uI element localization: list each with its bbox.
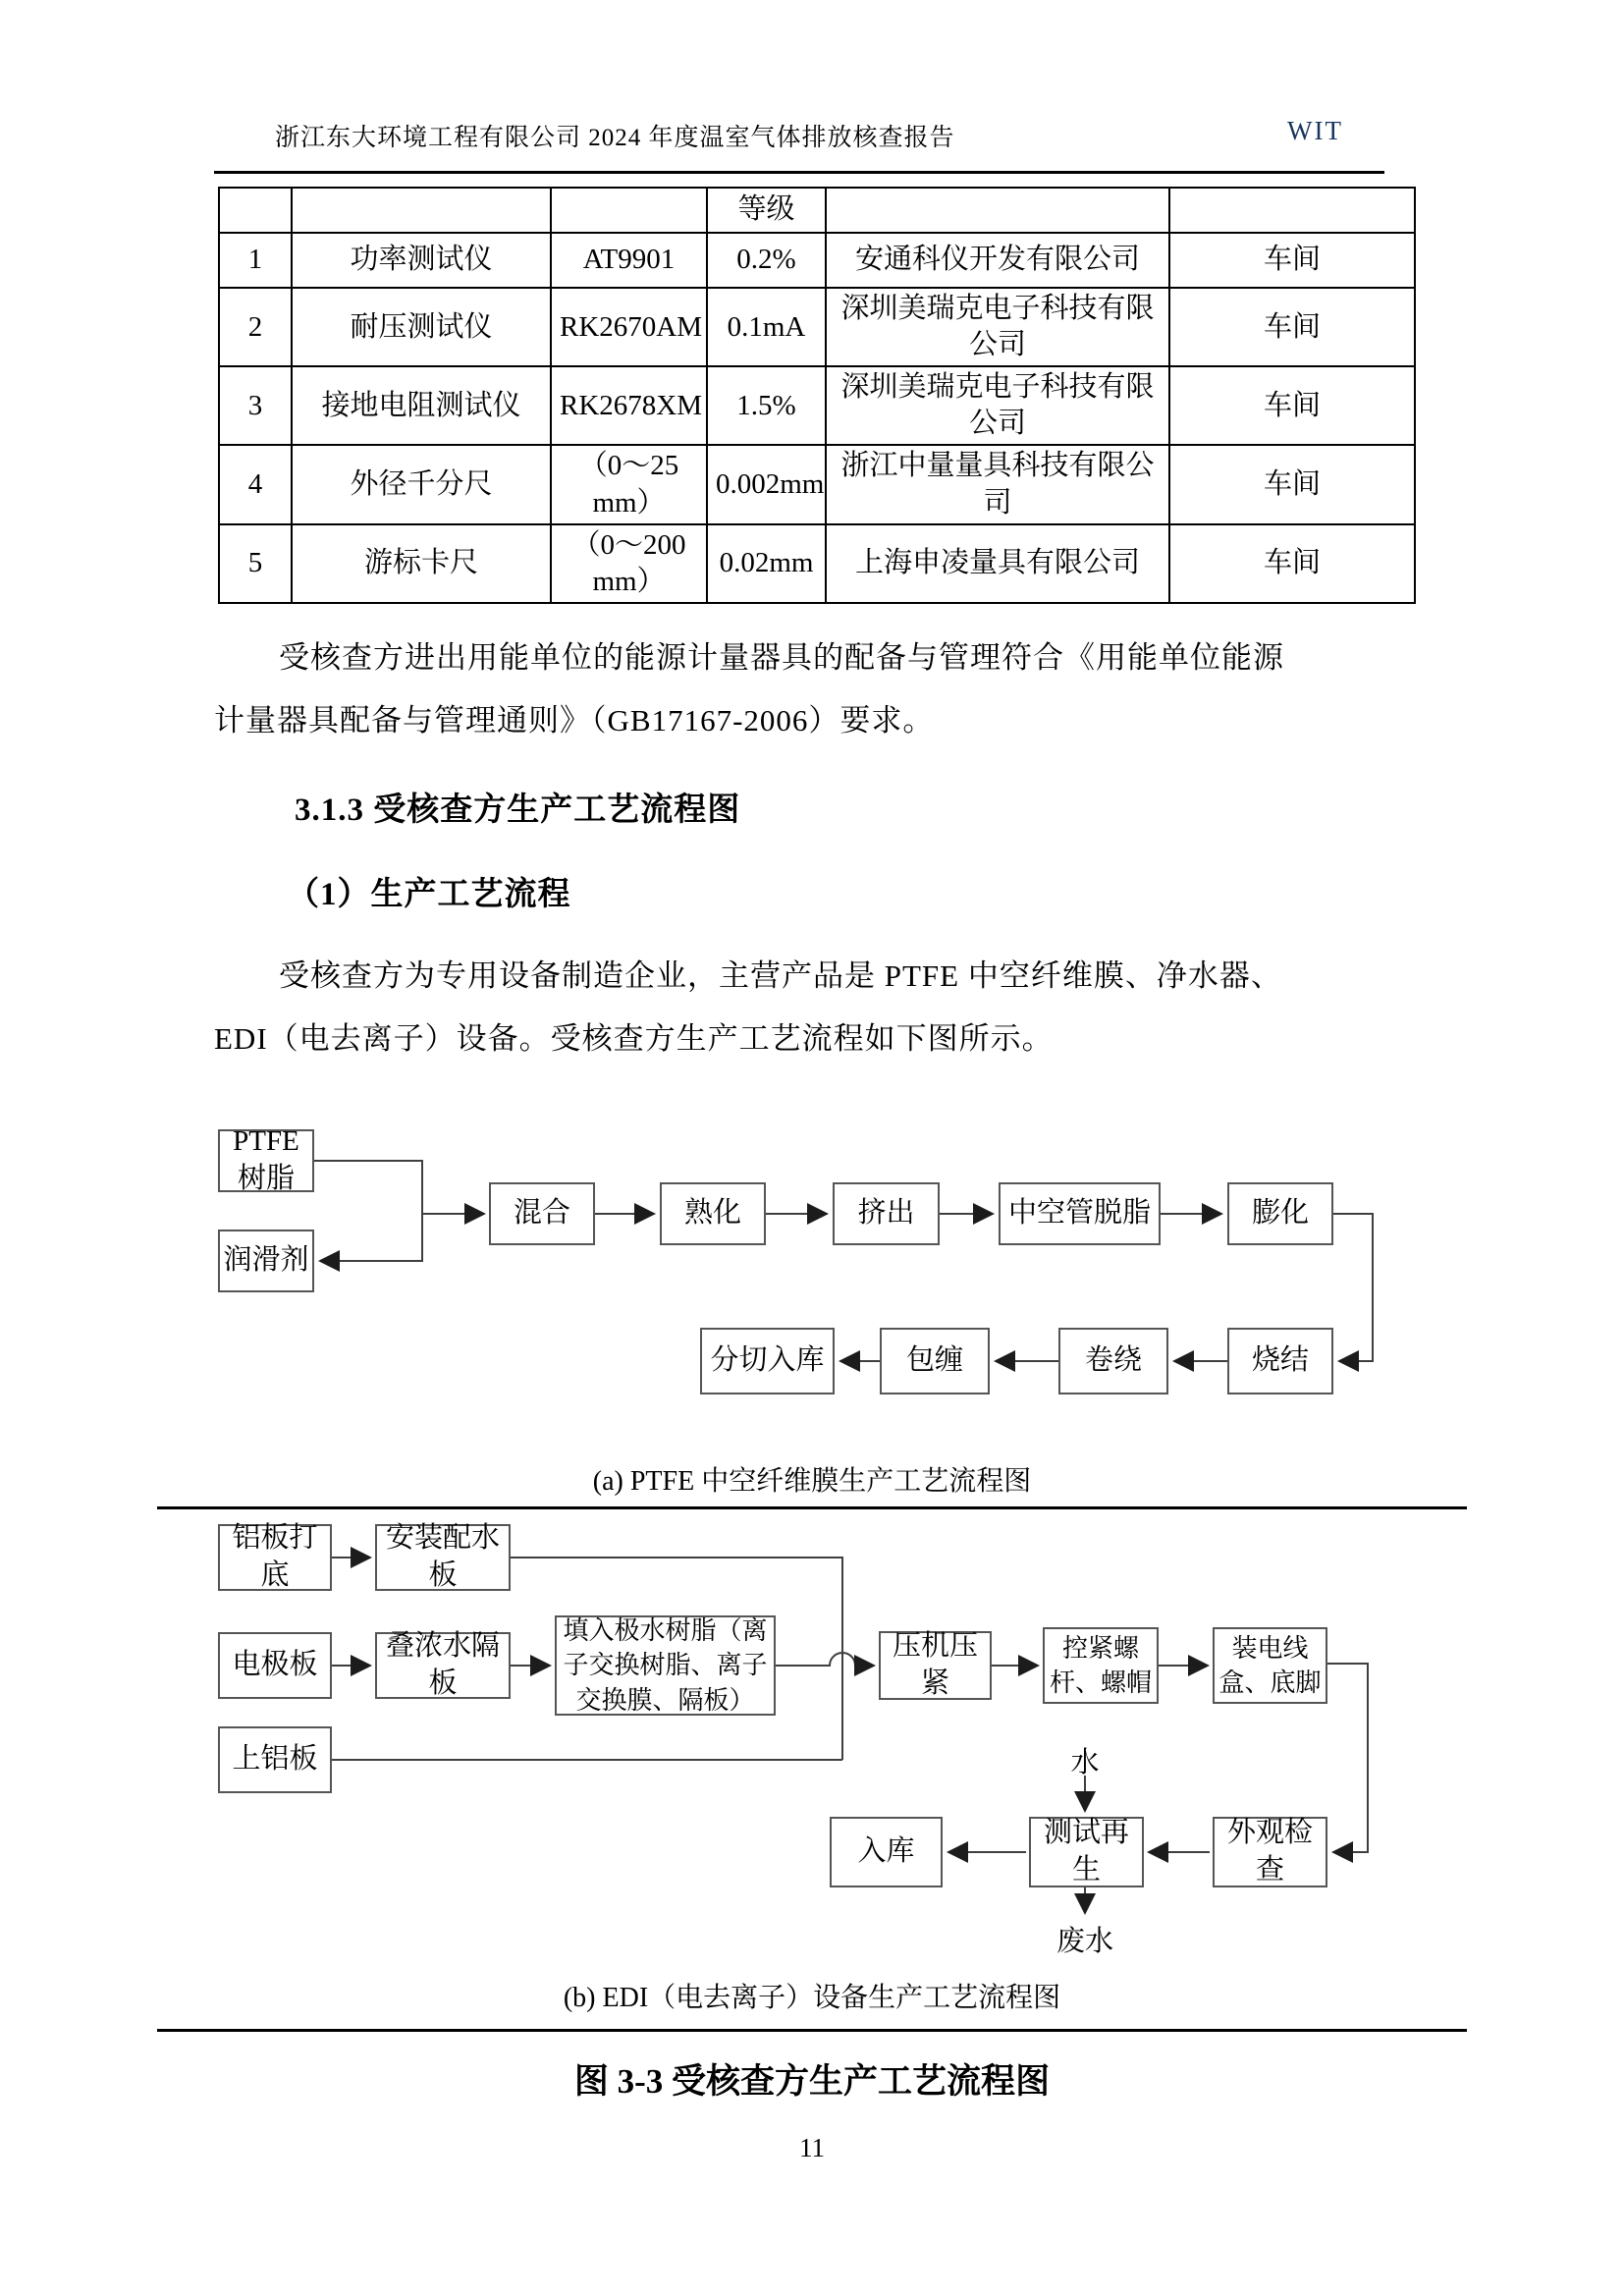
figure-frame-top-rule — [157, 1506, 1467, 1509]
paragraph-line: EDI（电去离子）设备。受核查方生产工艺流程如下图所示。 — [214, 1021, 1054, 1056]
cell-supplier: 上海申凌量具有限公司 — [826, 524, 1169, 603]
cell-seq: 4 — [219, 445, 292, 523]
cell-grade: 0.1mA — [707, 288, 826, 366]
cell-location: 车间 — [1169, 288, 1415, 366]
page-number: 11 — [799, 2133, 825, 2162]
header-cell-empty — [219, 188, 292, 233]
cell-grade: 0.2% — [707, 233, 826, 288]
cell-seq: 2 — [219, 288, 292, 366]
caption-diagram-b: (b) EDI（电去离子）设备生产工艺流程图 — [563, 1983, 1061, 2013]
process-box-storage: 入库 — [830, 1817, 943, 1887]
connector-inputs-bracket — [314, 1161, 422, 1261]
process-box-expand: 膨化 — [1227, 1182, 1333, 1245]
cell-location: 车间 — [1169, 233, 1415, 288]
figure-title: 图 3-3 受核查方生产工艺流程图 — [573, 2062, 1051, 2101]
header-cell-empty — [551, 188, 707, 233]
header-cell-empty — [1169, 188, 1415, 233]
table-row — [219, 288, 1415, 366]
sub-heading: （1）生产工艺流程 — [287, 877, 571, 912]
process-box-bolts: 控紧螺杆、螺帽 — [1043, 1627, 1159, 1704]
process-box-lubricant: 润滑剂 — [218, 1230, 314, 1292]
cell-grade: 0.02mm — [707, 524, 826, 603]
process-box-ptfe-resin: PTFE树脂 — [218, 1129, 314, 1192]
paragraph-line: 计量器具配备与管理通则》（GB17167-2006）要求。 — [214, 703, 935, 738]
header-cell-grade: 等级 — [707, 188, 826, 233]
table-header-row — [219, 188, 1415, 233]
label-water-input: 水 — [1070, 1747, 1100, 1778]
process-box-cure: 熟化 — [660, 1182, 766, 1245]
paragraph-line: 受核查方为专用设备制造企业，主营产品是 PTFE 中空纤维膜、净水器、 — [279, 958, 1282, 993]
process-box-wrap: 包缠 — [880, 1328, 990, 1394]
cell-instrument-name: 游标卡尺 — [292, 524, 551, 603]
connector-wirebox-inspect — [1327, 1664, 1368, 1852]
cell-supplier: 深圳美瑞克电子科技有限公司 — [826, 366, 1169, 445]
table-row — [219, 366, 1415, 445]
header-rule — [214, 171, 1384, 174]
cell-supplier: 安通科仪开发有限公司 — [826, 233, 1169, 288]
process-box-top-al: 上铝板 — [218, 1726, 332, 1793]
cell-supplier: 深圳美瑞克电子科技有限公司 — [826, 288, 1169, 366]
table-row — [219, 445, 1415, 523]
paragraph-line: 受核查方进出用能单位的能源计量器具的配备与管理符合《用能单位能源 — [279, 640, 1284, 675]
cell-location: 车间 — [1169, 524, 1415, 603]
process-box-mix: 混合 — [489, 1182, 595, 1245]
cell-instrument-name: 功率测试仪 — [292, 233, 551, 288]
process-box-wirebox: 装电线盒、底脚 — [1213, 1627, 1327, 1704]
process-box-wind: 卷绕 — [1058, 1328, 1168, 1394]
cell-seq: 3 — [219, 366, 292, 445]
cell-model: RK2678XM — [551, 366, 707, 445]
figure-frame-bottom-rule — [157, 2029, 1467, 2032]
cell-model: AT9901 — [551, 233, 707, 288]
cell-seq: 5 — [219, 524, 292, 603]
cell-instrument-name: 耐压测试仪 — [292, 288, 551, 366]
connector-expand-sinter — [1333, 1214, 1373, 1361]
process-box-water-plate: 安装配水板 — [375, 1524, 511, 1591]
cell-location: 车间 — [1169, 366, 1415, 445]
process-box-press: 压机压紧 — [879, 1631, 992, 1700]
header-right-mark: WIT — [1287, 116, 1343, 145]
process-box-electrode: 电极板 — [218, 1632, 332, 1699]
cell-model: （0～25 mm） — [551, 445, 707, 523]
process-box-spacer: 叠浓水隔板 — [375, 1632, 511, 1699]
label-waste-water: 废水 — [1056, 1926, 1113, 1957]
cell-location: 车间 — [1169, 445, 1415, 523]
arrow-resin-press-with-hop — [776, 1653, 874, 1666]
cell-instrument-name: 接地电阻测试仪 — [292, 366, 551, 445]
cell-seq: 1 — [219, 233, 292, 288]
process-box-slit-store: 分切入库 — [700, 1328, 835, 1394]
header-cell-empty — [292, 188, 551, 233]
header-title: 浙江东大环境工程有限公司 2024 年度温室气体排放核查报告 — [275, 125, 955, 151]
table-row — [219, 233, 1415, 288]
caption-diagram-a: (a) PTFE 中空纤维膜生产工艺流程图 — [592, 1466, 1032, 1497]
meter-table — [218, 187, 1416, 604]
process-box-resin-fill: 填入极水树脂（离子交换树脂、离子交换膜、隔板） — [555, 1615, 776, 1716]
diagram-b-connectors — [157, 1520, 1473, 1972]
table-row — [219, 524, 1415, 603]
process-box-inspect: 外观检查 — [1213, 1817, 1327, 1887]
process-box-test: 测试再生 — [1029, 1817, 1144, 1887]
cell-grade: 0.002mm — [707, 445, 826, 523]
header-cell-empty — [826, 188, 1169, 233]
cell-instrument-name: 外径千分尺 — [292, 445, 551, 523]
diagram-edi-process — [157, 1520, 1473, 1972]
diagram-ptfe-process — [157, 1120, 1473, 1414]
cell-supplier: 浙江中量量具科技有限公司 — [826, 445, 1169, 523]
cell-model: RK2670AM — [551, 288, 707, 366]
section-heading: 3.1.3 受核查方生产工艺流程图 — [295, 793, 741, 828]
process-box-extrude: 挤出 — [833, 1182, 940, 1245]
process-box-degrease: 中空管脱脂 — [999, 1182, 1161, 1245]
cell-model: （0～200 mm） — [551, 524, 707, 603]
cell-grade: 1.5% — [707, 366, 826, 445]
process-box-al-base: 铝板打底 — [218, 1524, 332, 1591]
process-box-sinter: 烧结 — [1227, 1328, 1333, 1394]
